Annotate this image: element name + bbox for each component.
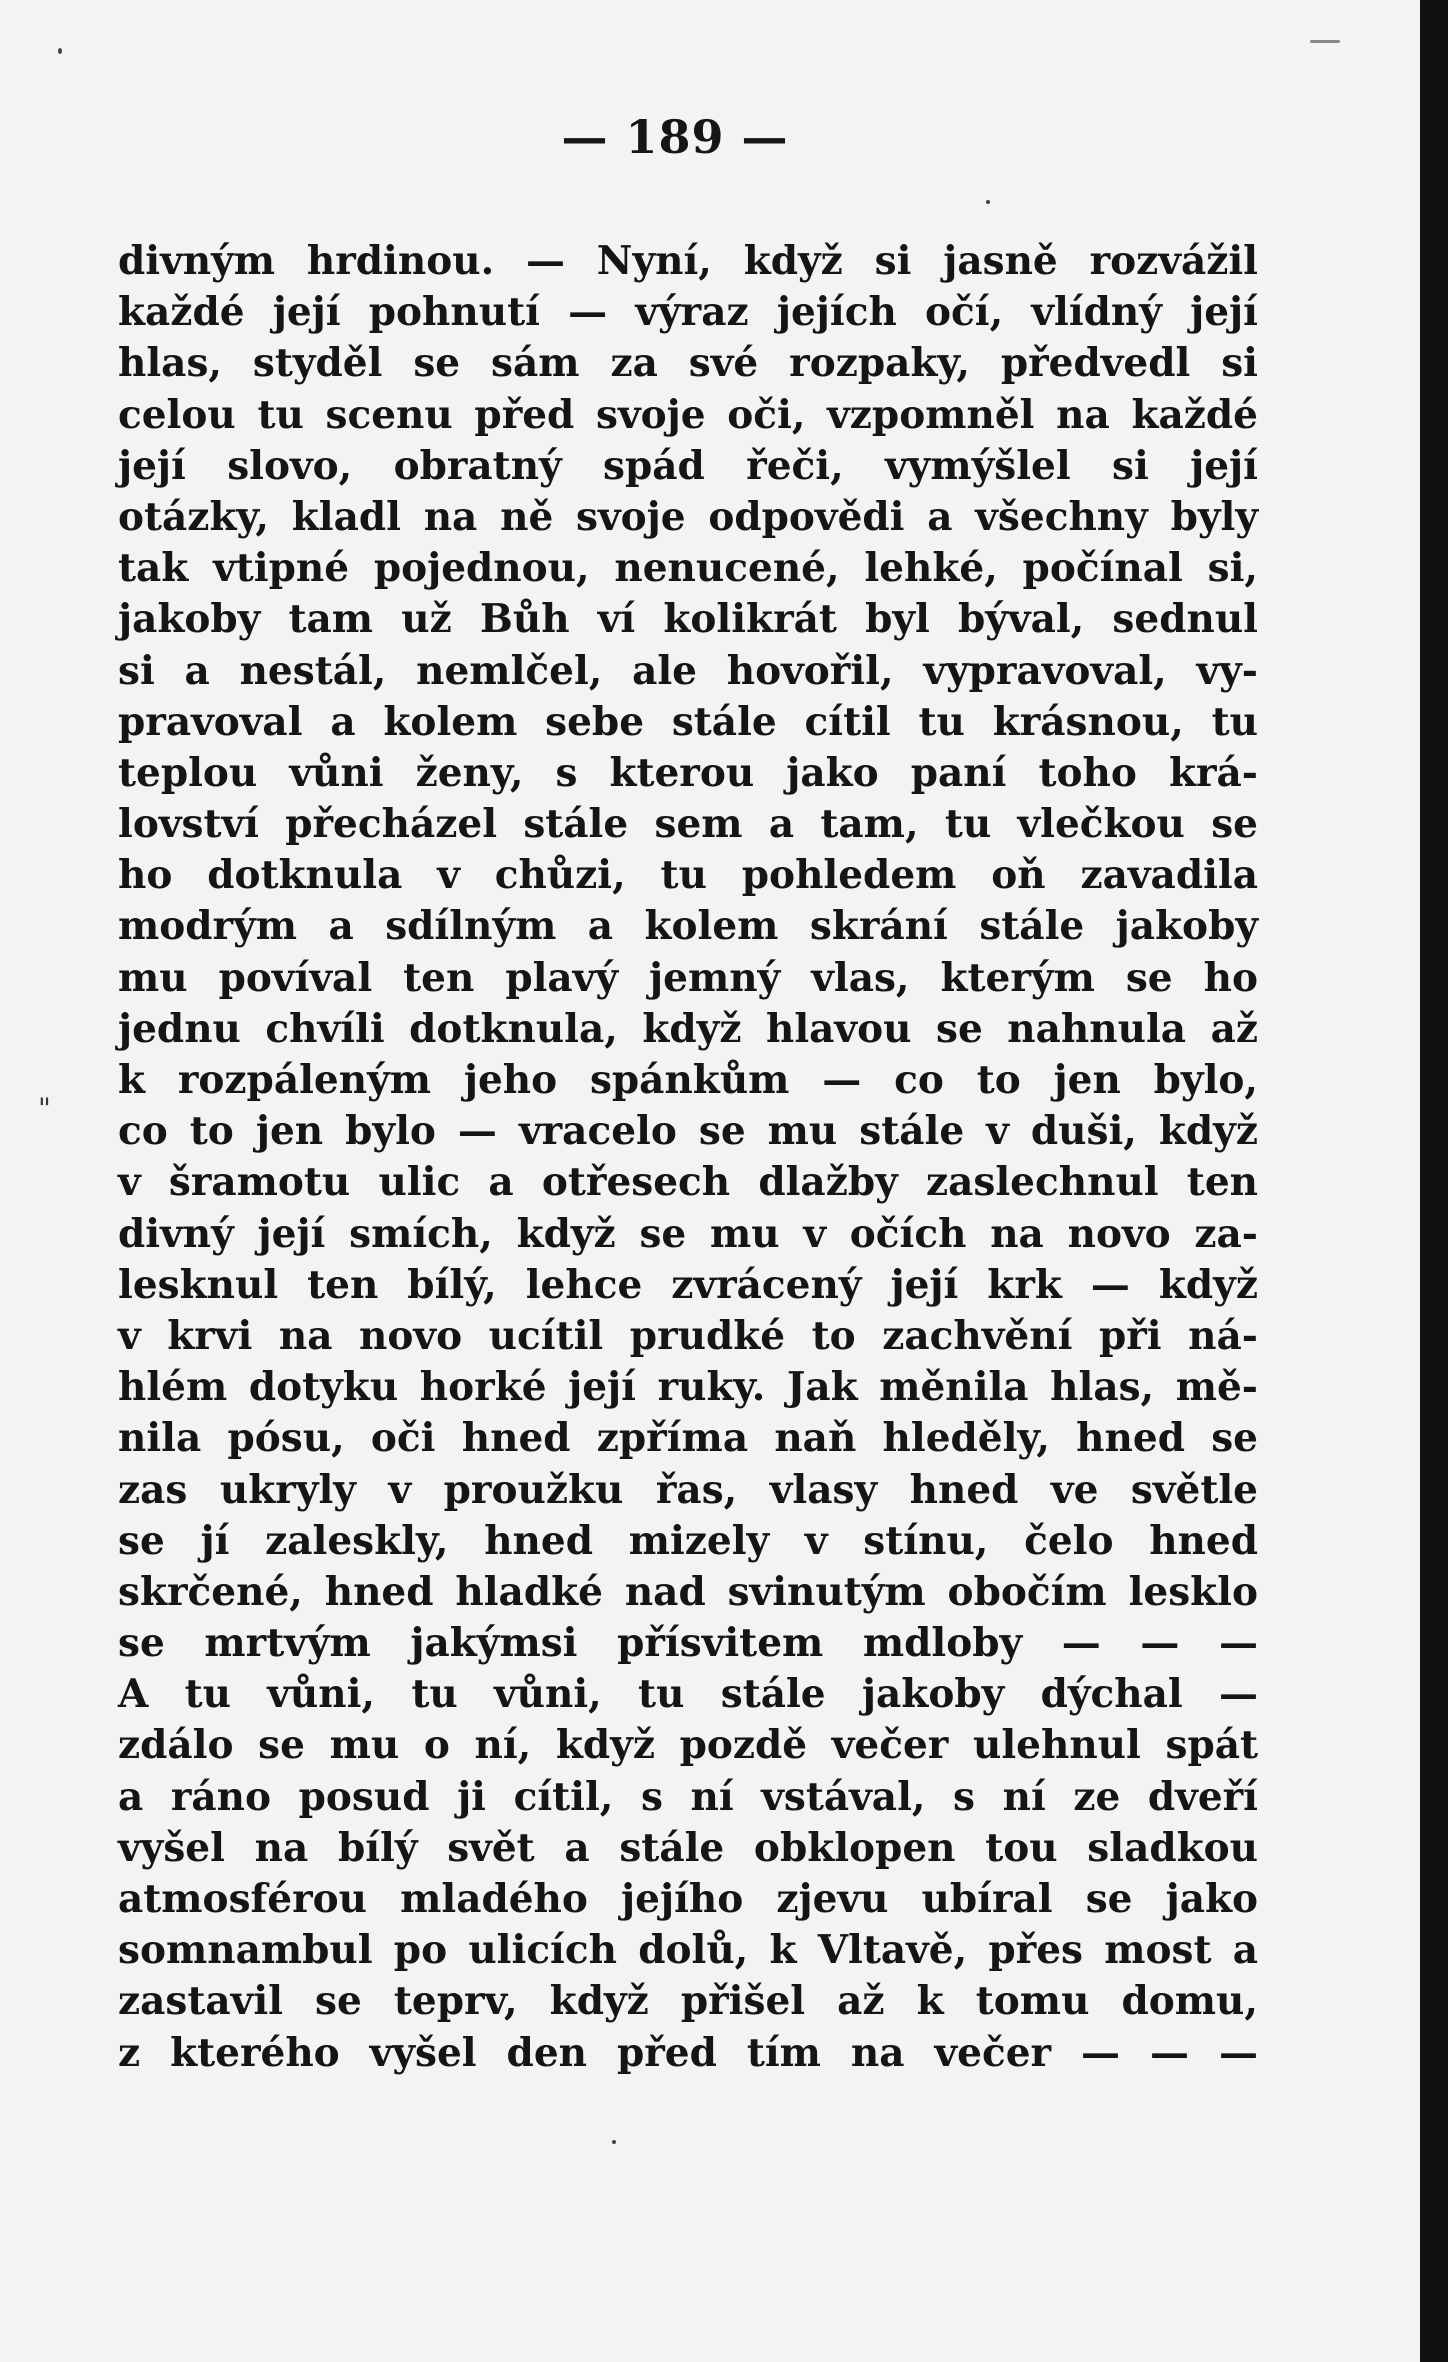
text-line: k rozpáleným jeho spánkům — co to jen bylo,: [118, 1057, 1258, 1103]
text-line: lesknul ten bílý, lehce zvrácený její krk — když: [118, 1261, 1258, 1308]
text-line: hlas, styděl se sám za své rozpaky, předvedl si: [118, 340, 1258, 387]
page-number: — 189 —: [561, 110, 789, 164]
body-text: [118, 236, 1258, 2079]
text-line: z kterého vyšel den před tím na večer — — —: [118, 2029, 1258, 2076]
text-line: skrčené, hned hladké nad svinutým obočím lesklo: [118, 1568, 1258, 1615]
paper-speck: [612, 2140, 616, 2144]
text-line: pravoval a kolem sebe stále cítil tu krásnou, tu: [118, 698, 1258, 745]
text-line: zdálo se mu o ní, když pozdě večer ulehnul spát: [118, 1722, 1258, 1769]
text-line: zas ukryly v proužku řas, vlasy hned ve světle: [118, 1466, 1258, 1513]
text-line: ho dotknula v chůzi, tu pohledem oň zavadila: [118, 852, 1258, 899]
text-line: mu povíval ten plavý jemný vlas, kterým se ho: [118, 954, 1258, 1001]
text-line: nila pósu, oči hned zpříma naň hleděly, hned se: [118, 1415, 1258, 1462]
text-line: celou tu scenu před svoje oči, vzpomněl na každé: [118, 391, 1258, 438]
paper-speck: [986, 200, 990, 204]
paper-speck: [58, 48, 62, 54]
margin-mark: ": [38, 1092, 51, 1125]
text-line: hlém dotyku horké její ruky. Jak měnila hlas, mě-: [118, 1364, 1258, 1411]
text-line: divným hrdinou. — Nyní, když si jasně rozvážil: [118, 238, 1258, 284]
text-line: zastavil se teprv, když přišel až k tomu domu,: [118, 1978, 1258, 2025]
text-line: lovství přecházel stále sem a tam, tu vlečkou se: [118, 801, 1258, 848]
text-line: co to jen bylo — vracelo se mu stále v duši, když: [118, 1108, 1258, 1155]
text-line: a ráno posud ji cítil, s ní vstával, s ní ze dveří: [118, 1773, 1258, 1820]
text-line: každé její pohnutí — výraz jejích očí, vlídný její: [118, 289, 1258, 336]
text-line: A tu vůni, tu vůni, tu stále jakoby dýchal —: [118, 1671, 1258, 1718]
text-line: v krvi na novo ucítil prudké to zachvění při ná-: [118, 1312, 1258, 1359]
text-line: jakoby tam už Bůh ví kolikrát byl býval, sednul: [118, 596, 1258, 643]
text-line: jednu chvíli dotknula, když hlavou se nahnula až: [118, 1005, 1258, 1052]
text-line: teplou vůni ženy, s kterou jako paní toho krá-: [118, 749, 1258, 796]
text-line: otázky, kladl na ně svoje odpovědi a všechny byly: [118, 493, 1258, 540]
text-line: se jí zaleskly, hned mizely v stínu, čelo hned: [118, 1517, 1258, 1564]
text-line: somnambul po ulicích dolů, k Vltavě, přes most a: [118, 1927, 1258, 1974]
text-line: atmosférou mladého jejího zjevu ubíral se jako: [118, 1876, 1258, 1922]
text-line: tak vtipné pojednou, nenucené, lehké, počínal si,: [118, 545, 1258, 592]
text-line: modrým a sdílným a kolem skrání stále jakoby: [118, 903, 1258, 950]
page-edge-shadow: [1420, 0, 1448, 2362]
text-line: vyšel na bílý svět a stále obklopen tou sladkou: [118, 1824, 1258, 1871]
text-line: si a nestál, nemlčel, ale hovořil, vypravoval, vy-: [118, 647, 1258, 694]
text-line: se mrtvým jakýmsi přísvitem mdloby — — —: [118, 1620, 1258, 1667]
paper-speck: [1310, 40, 1340, 43]
text-line: v šramotu ulic a otřesech dlažby zaslechnul ten: [118, 1159, 1258, 1206]
text-line: její slovo, obratný spád řeči, vymýšlel si její: [118, 442, 1258, 489]
text-line: divný její smích, když se mu v očích na novo za-: [118, 1210, 1258, 1257]
